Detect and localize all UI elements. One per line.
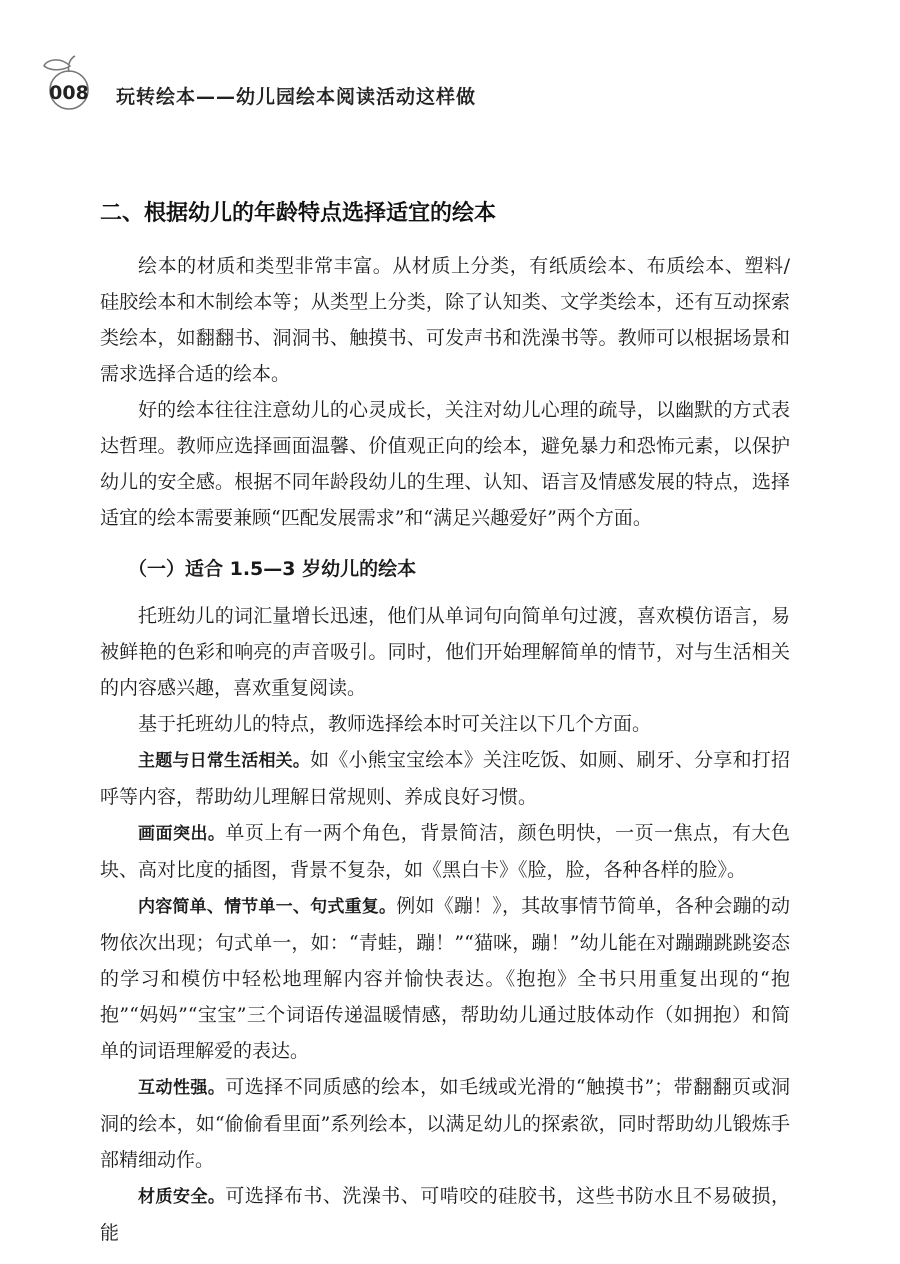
point-lead: 内容简单、情节单一、句式重复。 [138, 897, 397, 917]
running-title: 玩转绘本——幼儿园绘本阅读活动这样做 [116, 86, 477, 108]
point-text: 例如《蹦！》，其故事情节简单，各种会蹦的动物依次出现；句式单一，如：“青蛙，蹦！”“猫咪，蹦！”幼儿能在对蹦蹦跳跳姿态的学习和模仿中轻松地理解内容并愉快表达。《抱抱》全书只用重复出现的“抱抱”“妈妈”“宝宝”三个词语传递温暖情感，帮助幼儿通过肢体动作（如拥抱）和简单的词语理解爱的表达。 [100, 895, 790, 1062]
page-header [40, 52, 860, 112]
paragraph: 绘本的材质和类型非常丰富。从材质上分类，有纸质绘本、布质绘本、塑料/硅胶绘本和木制绘本等；从类型上分类，除了认知类、文学类绘本，还有互动探索类绘本，如翻翻书、洞洞书、触摸书、可发声书和洗澡书等。教师可以根据场景和需求选择合适的绘本。 [100, 255, 790, 385]
point-text: 可选择不同质感的绘本，如毛绒或光滑的“触摸书”；带翻翻页或洞洞的绘本，如“偷偷看里面”系列绘本，以满足幼儿的探索欲，同时帮助幼儿锻炼手部精细动作。 [100, 1076, 790, 1171]
subsection-title: （一）适合 1.5—3 岁幼儿的绘本 [128, 558, 417, 580]
section-title: 二、根据幼儿的年龄特点选择适宜的绘本 [100, 201, 497, 226]
point-text: 单页上有一两个角色，背景简洁，颜色明快，一页一焦点，有大色块、高对比度的插图，背景不复杂，如《黑白卡》《脸，脸，各种各样的脸》。 [100, 822, 790, 881]
point-text: 可选择布书、洗澡书、可啃咬的硅胶书，这些书防水且不易破损，能 [100, 1185, 790, 1244]
point-lead: 主题与日常生活相关。 [138, 751, 311, 771]
point-paragraph [100, 1069, 790, 1178]
point-lead: 材质安全。 [138, 1187, 226, 1207]
point-lead: 画面突出。 [138, 824, 226, 844]
section-body [100, 248, 790, 536]
point-lead: 互动性强。 [138, 1078, 226, 1098]
paragraph: 基于托班幼儿的特点，教师选择绘本时可关注以下几个方面。 [138, 713, 652, 735]
point-paragraph [100, 742, 790, 815]
paragraph: 托班幼儿的词汇量增长迅速，他们从单词句向简单句过渡，喜欢模仿语言，易被鲜艳的色彩和响亮的声音吸引。同时，他们开始理解简单的情节，对与生活相关的内容感兴趣，喜欢重复阅读。 [100, 605, 790, 699]
point-text: 如《小熊宝宝绘本》关注吃饭、如厕、刷牙、分享和打招呼等内容，帮助幼儿理解日常规则、养成良好习惯。 [100, 749, 790, 808]
point-paragraph [100, 1178, 790, 1251]
point-paragraph [100, 815, 790, 888]
paragraph: 好的绘本往往注意幼儿的心灵成长，关注对幼儿心理的疏导，以幽默的方式表达哲理。教师应选择画面温馨、价值观正向的绘本，避免暴力和恐怖元素，以保护幼儿的安全感。根据不同年龄段幼儿的生理、认知、语言及情感发展的特点，选择适宜的绘本需要兼顾“匹配发展需求”和“满足兴趣爱好”两个方面。 [100, 399, 790, 529]
point-paragraph [100, 888, 790, 1069]
subsection-body [100, 598, 790, 1251]
page-number: 008 [49, 82, 89, 104]
